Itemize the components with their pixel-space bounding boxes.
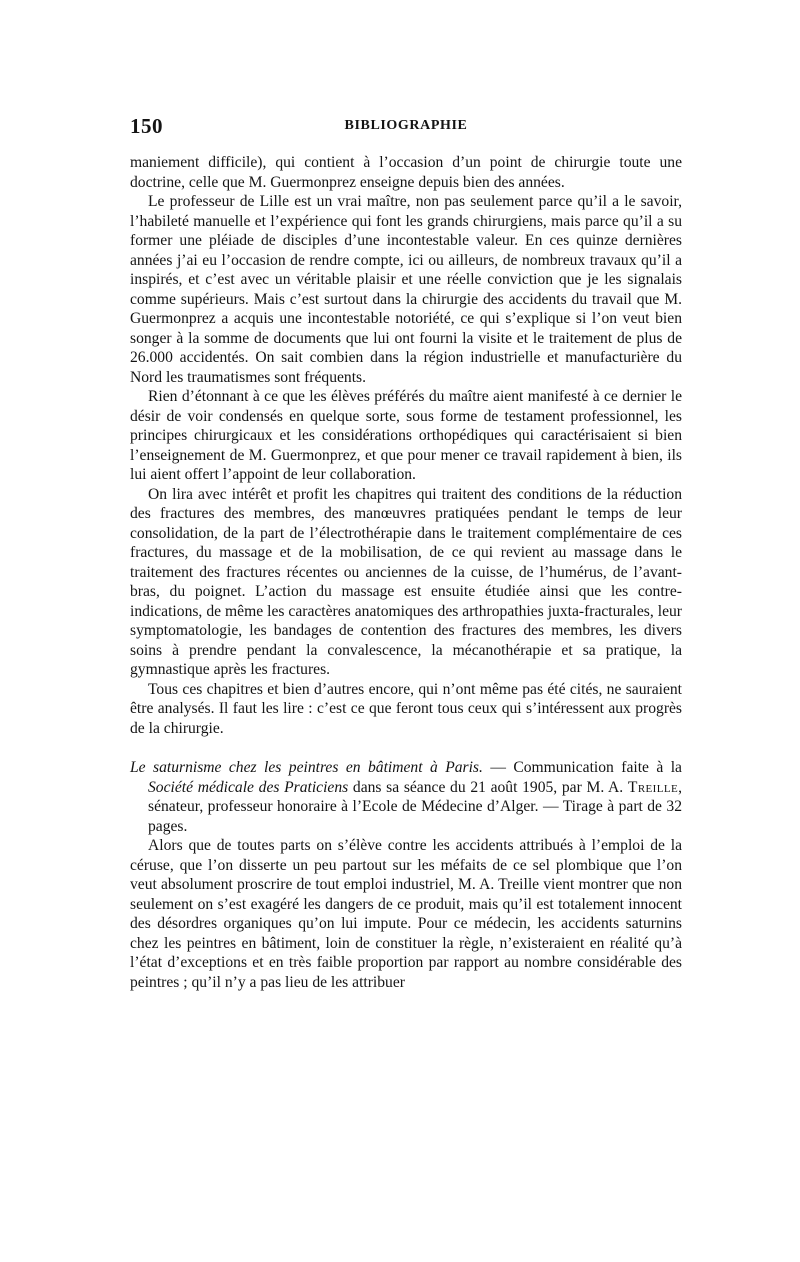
- page-body: [130, 153, 682, 992]
- page-number: 150: [130, 114, 163, 138]
- review2-citation-part-3: , sénateur, professeur honoraire à l’Ecole de Médecine d’Alger. — Tirage à part de 32 pages.: [148, 778, 682, 835]
- running-title: BIBLIOGRAPHIE: [344, 118, 468, 133]
- review2-citation-part-2: dans sa séance du 21 août 1905, par M. A.: [348, 778, 628, 796]
- page-header: [130, 114, 682, 136]
- review1-paragraph-4: On lira avec intérêt et profit les chapitres qui traitent des conditions de la réduction des fractures des membres, des manœuvres pratiquées pendant le temps de leur consolidation, de la part de l’électrothérapie dans le traitement complémentaire de ces fractures, du massage et de la mobilisation, de ce qui revient au massage dans le traitement des fractures récentes ou anciennes de la cuisse, de l’humérus, de l’avant-bras, du poignet. L’action du massage est ensuite étudiée ainsi que les contre-indications, de même les caractères anatomiques des arthropathies juxta-fracturales, leur symptomatologie, les bandages de contention des fractures des membres, les divers soins à prendre pendant la convalescence, la mécanothérapie et sa pratique, la gymnastique après les fractures.: [130, 485, 682, 678]
- review2-society: Société médicale des Praticiens: [148, 778, 349, 796]
- review1-paragraph-2: Le professeur de Lille est un vrai maître, non pas seulement parce qu’il a le savoir, l’habileté manuelle et l’expérience qui font les grands chirurgiens, mais parce qu’il a su former une pléiade de disciples d’une incontestable valeur. En ces quinze dernières années j’ai eu l’occasion de rendre compte, ici ou ailleurs, de nombreux travaux qu’il a inspirés, et c’est avec un véritable plaisir et une réelle conviction que je les signalais comme supérieurs. Mais c’est surtout dans la chirurgie des accidents du travail que M. Guermonprez a acquis une incontestable notoriété, ce qui s’explique si l’on veut bien songer à la somme de documents que lui ont fourni la visite et le traitement de plus de 26.000 accidentés. On sait combien dans la région industrielle et manufacturière du Nord les traumatismes sont fréquents.: [130, 193, 682, 386]
- review1-paragraph-1: maniement difficile), qui contient à l’occasion d’un point de chirurgie toute une doctrine, celle que M. Guermonprez enseigne depuis bien des années.: [130, 154, 682, 191]
- review2-author: Treille: [627, 778, 679, 796]
- review2-citation: [130, 758, 682, 836]
- review1-paragraph-5: Tous ces chapitres et bien d’autres encore, qui n’ont même pas été cités, ne sauraient être analysés. Il faut les lire : c’est ce que feront tous ceux qui s’intéressent aux progrès de la chirurgie.: [130, 680, 682, 737]
- review2-citation-part-1: — Communication faite à la: [482, 759, 682, 776]
- review1-paragraph-3: Rien d’étonnant à ce que les élèves préférés du maître aient manifesté à ce dernier le désir de voir condensés en quelque sorte, sous forme de testament professionnel, les principes chirurgicaux et les considérations orthopédiques qui caractérisaient si bien l’enseignement de M. Guermonprez, et que pour mener ce travail rapidement à bien, ils lui aient offert l’appoint de leur collaboration.: [130, 388, 682, 483]
- section-gap: [130, 738, 682, 758]
- review2-paragraph-1: Alors que de toutes parts on s’élève contre les accidents attribués à l’emploi de la céruse, que l’on disserte un peu partout sur les méfaits de ce sel plombique que l’on veut absolument proscrire de tout emploi industriel, M. A. Treille vient montrer que non seulement on s’est exagéré les dangers de ce produit, mais qu’il est totalement innocent des désordres organiques qu’on lui impute. Pour ce médecin, les accidents saturnins chez les peintres en bâtiment, loin de constituer la règle, n’existeraient en réalité qu’à l’état d’exceptions et en très faible proportion par rapport au nombre considérable des peintres ; qu’il n’y a pas lieu de les attribuer: [130, 837, 682, 991]
- review2-title: Le saturnisme chez les peintres en bâtiment à Paris.: [130, 759, 483, 776]
